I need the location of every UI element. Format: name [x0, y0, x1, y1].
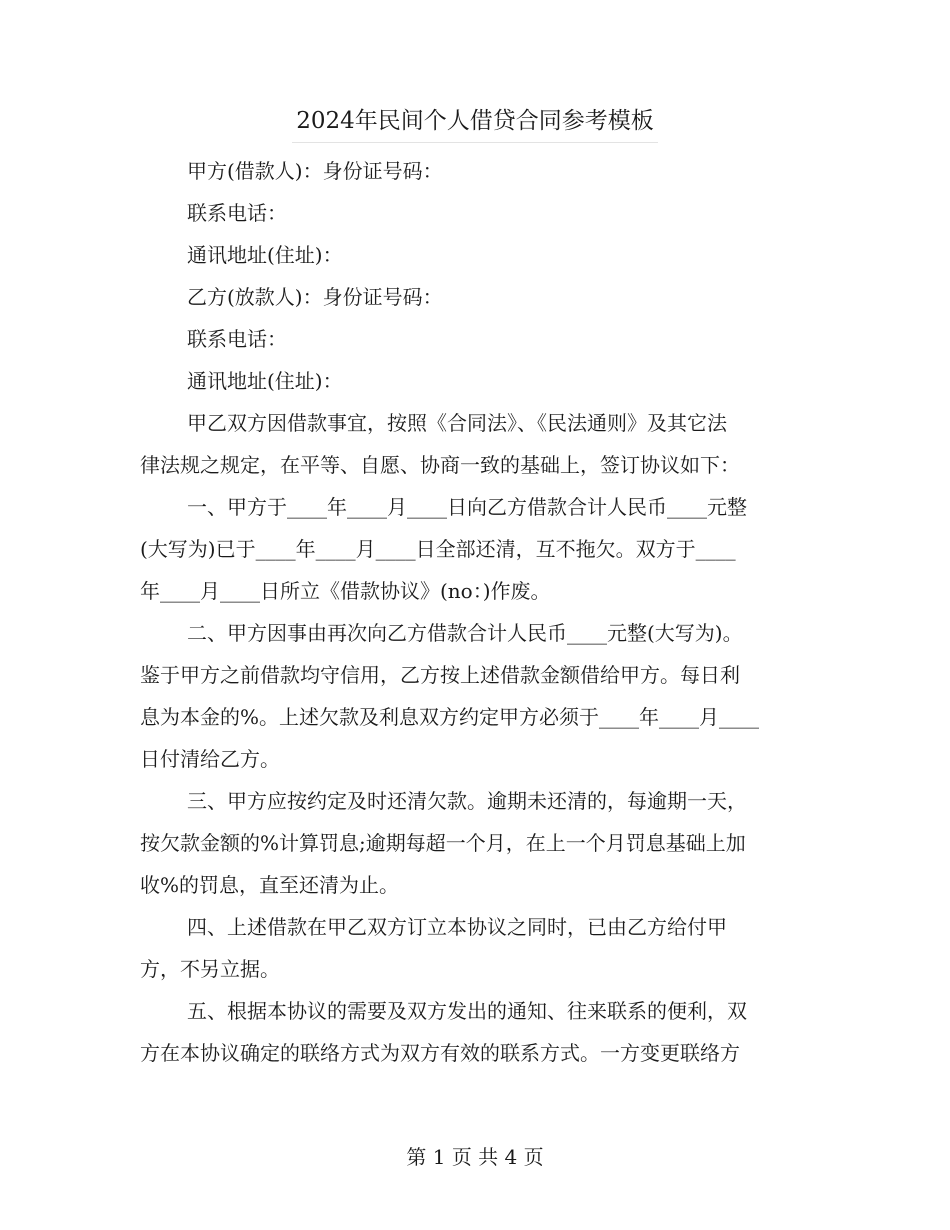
paragraph-line: 联系电话：: [187, 201, 287, 225]
document-title: 2024年民间个人借贷合同参考模板: [292, 100, 658, 143]
paragraph-line: 方在本协议确定的联络方式为双方有效的联系方式。一方变更联络方: [140, 1041, 740, 1065]
paragraph-line: 甲方(借款人)：身份证号码：: [187, 159, 443, 183]
paragraph-line: 息为本金的%。上述欠款及利息双方约定甲方必须于____年____月____: [140, 705, 760, 729]
paragraph-line: 通讯地址(住址)：: [187, 369, 343, 393]
paragraph-line: 一、甲方于____年____月____日向乙方借款合计人民币____元整: [187, 495, 747, 519]
paragraph-line: 日付清给乙方。: [140, 747, 280, 771]
paragraph-line: 律法规之规定，在平等、自愿、协商一致的基础上，签订协议如下：: [140, 453, 740, 477]
paragraph-line: 收%的罚息，直至还清为止。: [140, 873, 400, 897]
paragraph-line: 甲乙双方因借款事宜，按照《合同法》、《民法通则》及其它法: [187, 411, 727, 435]
paragraph-line: 方，不另立据。: [140, 957, 280, 981]
paragraph-line: (大写为)已于____年____月____日全部还清，互不拖欠。双方于____: [140, 537, 736, 561]
paragraph-line: 年____月____日所立《借款协议》(no：)作废。: [140, 579, 551, 603]
paragraph-line: 联系电话：: [187, 327, 287, 351]
paragraph-line: 通讯地址(住址)：: [187, 243, 343, 267]
paragraph-line: 四、上述借款在甲乙双方订立本协议之同时，已由乙方给付甲: [187, 915, 727, 939]
paragraph-line: 二、甲方因事由再次向乙方借款合计人民币____元整(大写为)。: [187, 621, 743, 645]
paragraph-line: 按欠款金额的%计算罚息;逾期每超一个月，在上一个月罚息基础上加: [140, 831, 746, 855]
paragraph-line: 五、根据本协议的需要及双方发出的通知、往来联系的便利，双: [187, 999, 747, 1023]
paragraph-line: 三、甲方应按约定及时还清欠款。逾期未还清的，每逾期一天，: [187, 789, 747, 813]
page-number: 第 1 页 共 4 页: [406, 1145, 544, 1169]
title-container: [0, 100, 950, 143]
paragraph-line: 鉴于甲方之前借款均守信用，乙方按上述借款金额借给甲方。每日利: [140, 663, 740, 687]
paragraph-line: 乙方(放款人)：身份证号码：: [187, 285, 443, 309]
document-body: [140, 150, 805, 1074]
